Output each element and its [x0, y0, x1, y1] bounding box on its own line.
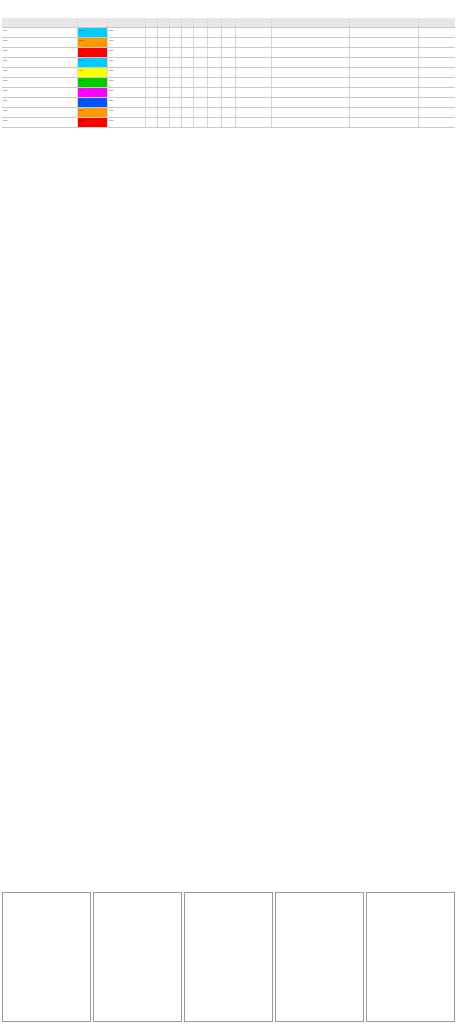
points-cell [158, 68, 170, 77]
tag-cell [236, 118, 272, 127]
col-points-header-3 [170, 18, 182, 27]
record: — [108, 38, 146, 47]
opponent-cell [272, 108, 350, 117]
points-cell [158, 108, 170, 117]
mark-cell [222, 28, 236, 37]
mark-cell [222, 118, 236, 127]
weight-class: — [78, 98, 108, 107]
points-cell [182, 48, 194, 57]
table-row [2, 58, 455, 68]
tag-cell [236, 108, 272, 117]
tag-cell [236, 38, 272, 47]
mark-cell [194, 98, 208, 107]
points-cell [146, 108, 158, 117]
points-cell [170, 108, 182, 117]
points-cell [158, 38, 170, 47]
formation-panel [93, 892, 182, 1022]
points-cell [170, 28, 182, 37]
mark-cell [208, 118, 222, 127]
mark-cell [194, 108, 208, 117]
formation-panel [184, 892, 273, 1022]
col-name-header [2, 18, 78, 27]
formation-panel [2, 892, 91, 1022]
tag-cell [236, 98, 272, 107]
right-cell [350, 78, 419, 87]
mark-cell [194, 48, 208, 57]
points-cell [170, 118, 182, 127]
formation-panels [2, 892, 455, 1022]
weight-class: — [78, 48, 108, 57]
weight-class: — [78, 58, 108, 67]
mark-cell [194, 28, 208, 37]
opponent-cell [272, 38, 350, 47]
table-row [2, 108, 455, 118]
col-points-header-2 [158, 18, 170, 27]
col-class-header [78, 18, 108, 27]
weight-class: — [78, 38, 108, 47]
weight-class: — [78, 68, 108, 77]
points-cell [182, 38, 194, 47]
table-body [2, 28, 455, 128]
mark-cell [222, 98, 236, 107]
record: — [108, 58, 146, 67]
record: — [108, 28, 146, 37]
table-row [2, 98, 455, 108]
table-row [2, 48, 455, 58]
mark-cell [208, 108, 222, 117]
fighter-name: — [2, 38, 78, 47]
points-cell [158, 78, 170, 87]
points-cell [182, 58, 194, 67]
mark-cell [222, 48, 236, 57]
mark-cell [222, 58, 236, 67]
weight-class: — [78, 118, 108, 127]
col-points-header [146, 18, 158, 27]
right-cell [350, 48, 419, 57]
points-cell [146, 38, 158, 47]
points-cell [146, 68, 158, 77]
weight-class: — [78, 88, 108, 97]
table-row [2, 28, 455, 38]
points-cell [182, 28, 194, 37]
fighter-name: — [2, 88, 78, 97]
fighter-name: — [2, 98, 78, 107]
formation-panel [275, 892, 364, 1022]
right-cell [350, 68, 419, 77]
tag-cell [236, 58, 272, 67]
record: — [108, 98, 146, 107]
table-header [2, 18, 455, 28]
points-cell [158, 118, 170, 127]
fighter-name: — [2, 118, 78, 127]
table-row [2, 68, 455, 78]
fighter-name: — [2, 68, 78, 77]
points-cell [146, 28, 158, 37]
col-tag-header [236, 18, 272, 27]
mark-cell [222, 68, 236, 77]
record: — [108, 88, 146, 97]
mark-cell [222, 88, 236, 97]
col-points-header-4 [182, 18, 194, 27]
mark-cell [208, 28, 222, 37]
points-cell [158, 98, 170, 107]
record: — [108, 78, 146, 87]
points-cell [182, 118, 194, 127]
opponent-cell [272, 78, 350, 87]
weight-class: — [78, 28, 108, 37]
col-right-header [350, 18, 419, 27]
points-cell [146, 48, 158, 57]
points-cell [170, 78, 182, 87]
record: — [108, 68, 146, 77]
mark-cell [194, 78, 208, 87]
mark-cell [208, 88, 222, 97]
table-row [2, 38, 455, 48]
weight-class: — [78, 108, 108, 117]
points-cell [158, 88, 170, 97]
points-cell [170, 58, 182, 67]
record: — [108, 118, 146, 127]
points-cell [182, 78, 194, 87]
col-mark-header-2 [208, 18, 222, 27]
mark-cell [194, 118, 208, 127]
tag-cell [236, 78, 272, 87]
right-cell [350, 118, 419, 127]
fighter-name: — [2, 108, 78, 117]
mark-cell [194, 68, 208, 77]
fighter-name: — [2, 58, 78, 67]
points-cell [170, 48, 182, 57]
record: — [108, 48, 146, 57]
points-cell [182, 98, 194, 107]
points-cell [146, 98, 158, 107]
fighter-name: — [2, 28, 78, 37]
points-cell [182, 108, 194, 117]
opponent-cell [272, 58, 350, 67]
right-cell [350, 108, 419, 117]
table-row [2, 78, 455, 88]
col-fighter-header [272, 18, 350, 27]
mark-cell [194, 38, 208, 47]
points-cell [158, 48, 170, 57]
opponent-cell [272, 68, 350, 77]
points-cell [182, 88, 194, 97]
opponent-cell [272, 118, 350, 127]
col-mark-header-3 [222, 18, 236, 27]
col-mark-header [194, 18, 208, 27]
mark-cell [194, 58, 208, 67]
formation-panel [366, 892, 455, 1022]
points-cell [182, 68, 194, 77]
weight-class: — [78, 78, 108, 87]
points-cell [158, 58, 170, 67]
col-record-header [108, 18, 146, 27]
tag-cell [236, 68, 272, 77]
points-cell [146, 88, 158, 97]
points-cell [170, 88, 182, 97]
right-cell [350, 88, 419, 97]
mark-cell [208, 78, 222, 87]
points-cell [146, 78, 158, 87]
mark-cell [208, 58, 222, 67]
table-row [2, 88, 455, 98]
mark-cell [208, 68, 222, 77]
opponent-cell [272, 48, 350, 57]
tag-cell [236, 88, 272, 97]
points-cell [146, 118, 158, 127]
mark-cell [222, 78, 236, 87]
mark-cell [222, 38, 236, 47]
points-cell [158, 28, 170, 37]
opponent-cell [272, 28, 350, 37]
points-cell [170, 68, 182, 77]
mark-cell [208, 98, 222, 107]
mark-cell [194, 88, 208, 97]
table-row [2, 118, 455, 128]
right-cell [350, 38, 419, 47]
points-cell [170, 98, 182, 107]
right-cell [350, 28, 419, 37]
mark-cell [208, 48, 222, 57]
points-cell [146, 58, 158, 67]
fighter-table [2, 18, 455, 128]
fighter-name: — [2, 48, 78, 57]
opponent-cell [272, 98, 350, 107]
record: — [108, 108, 146, 117]
points-cell [170, 38, 182, 47]
right-cell [350, 58, 419, 67]
tag-cell [236, 48, 272, 57]
mark-cell [222, 108, 236, 117]
mark-cell [208, 38, 222, 47]
tag-cell [236, 28, 272, 37]
opponent-cell [272, 88, 350, 97]
fighter-name: — [2, 78, 78, 87]
right-cell [350, 98, 419, 107]
